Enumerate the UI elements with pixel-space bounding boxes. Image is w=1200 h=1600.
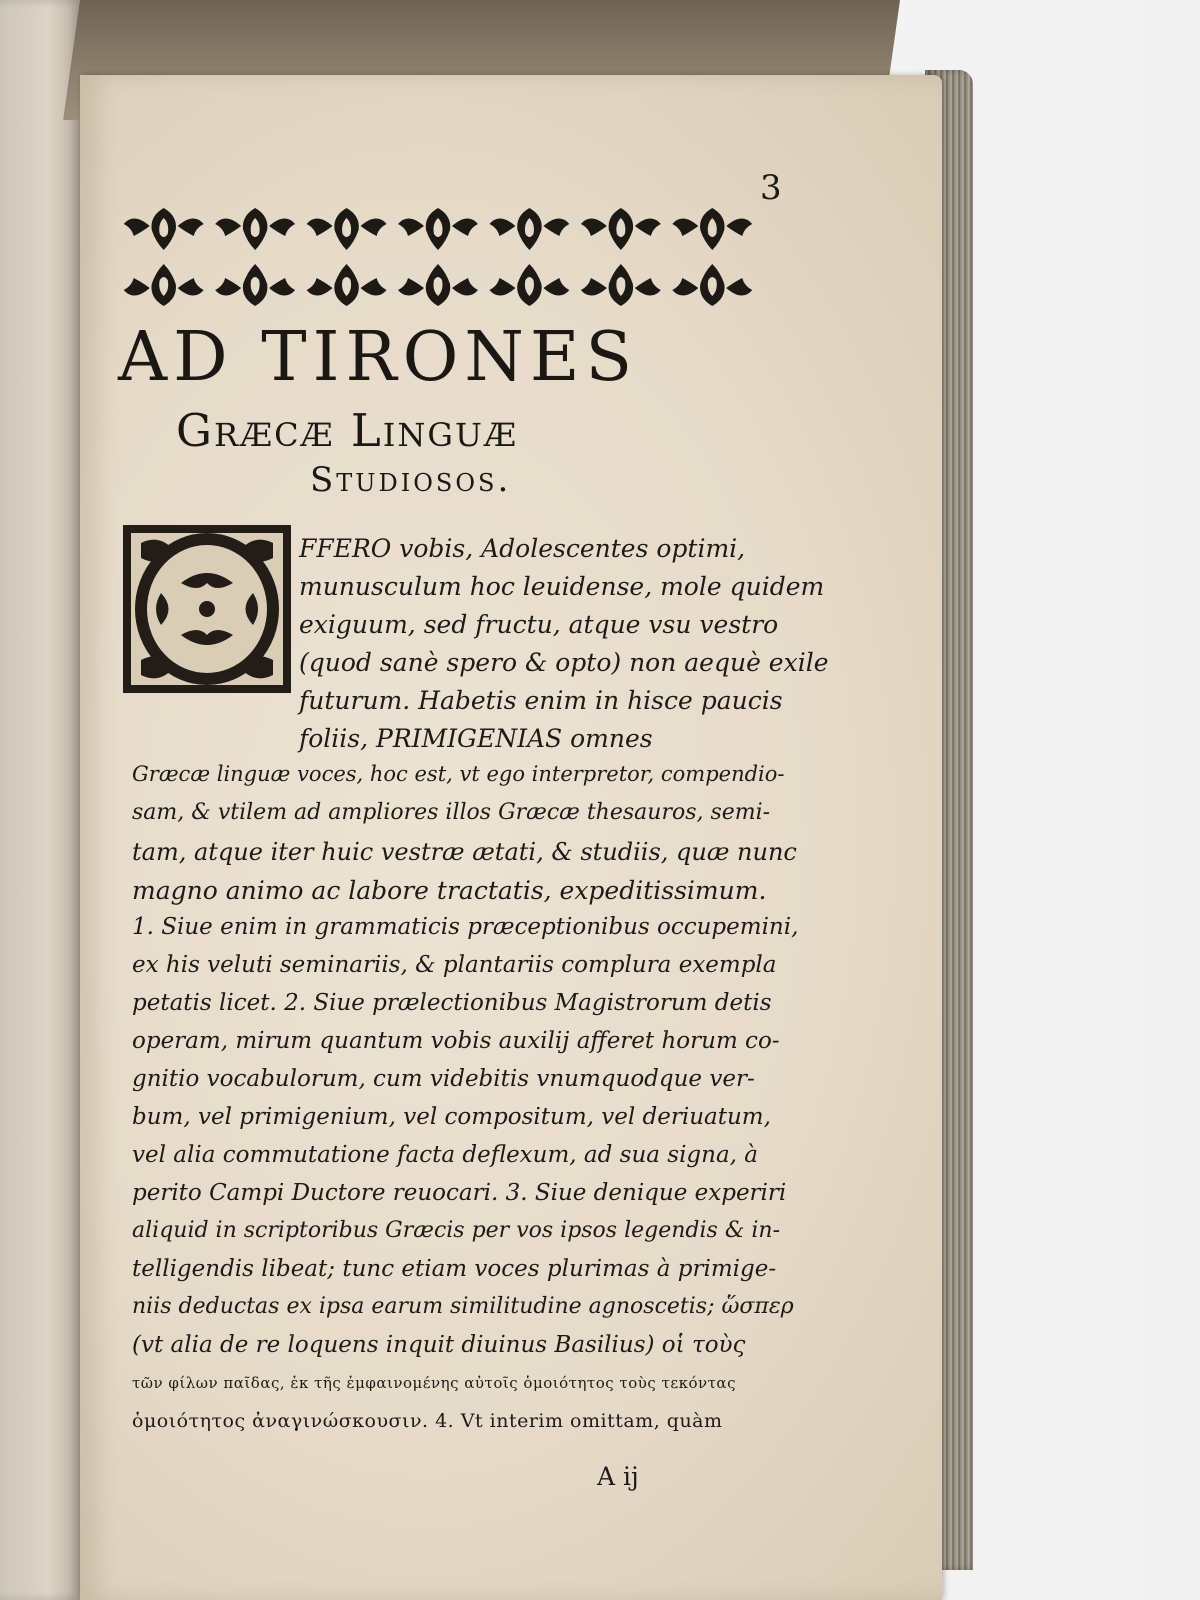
fleuron-icon xyxy=(307,208,387,250)
fleuron-icon xyxy=(307,264,387,306)
fleuron-icon xyxy=(124,208,204,250)
fleuron-icon xyxy=(581,208,661,250)
body-line: telligendis libeat; tunc etiam voces plurimas à primige- xyxy=(132,1256,777,1282)
body-line: operam, mirum quantum vobis auxilij afferet horum co- xyxy=(132,1028,780,1054)
fleuron-icon xyxy=(215,264,295,306)
body-line: 1. Siue enim in grammaticis præceptionibus occupemini, xyxy=(132,914,799,940)
body-line: (quod sanè spero & opto) non aequè exile xyxy=(299,648,829,677)
body-line: munusculum hoc leuidense, mole quidem xyxy=(299,572,825,601)
fleuron-icon xyxy=(124,264,204,306)
greek-line: ὁμοιότητος ἀναγινώσκουσιν. 4. Vt interim omittam, quàm xyxy=(132,1410,723,1432)
fleuron-icon xyxy=(672,208,752,250)
initial-letter-text: O xyxy=(206,623,208,624)
decorated-initial-o xyxy=(121,523,293,695)
body-line: tam, atque iter huic vestræ ætati, & studiis, quæ nunc xyxy=(132,838,797,866)
fleuron-icon xyxy=(489,208,569,250)
greek-line: τῶν φίλων παῖδας, ἐκ τῆς ἐμφαινομένης αὐτοῖς ὁμοιότητος τοὺς τεκόντας xyxy=(132,1374,736,1392)
ornamental-headpiece xyxy=(118,203,758,311)
body-line: perito Campi Ductore reuocari. 3. Siue denique experiri xyxy=(132,1180,787,1206)
body-line: niis deductas ex ipsa earum similitudine agnoscetis; ὥσπερ xyxy=(132,1294,794,1319)
signature-mark: A ij xyxy=(597,1462,639,1491)
body-line: gnitio vocabulorum, cum videbitis vnumquodque ver- xyxy=(132,1066,755,1092)
body-line: foliis, PRIMIGENIAS omnes xyxy=(299,724,653,753)
body-line: futurum. Habetis enim in hisce paucis xyxy=(299,686,783,715)
body-line: (vt alia de re loquens inquit diuinus Basilius) οἱ τοὺς xyxy=(132,1332,746,1358)
page-number: 3 xyxy=(760,168,782,208)
fleuron-icon xyxy=(398,208,478,250)
body-line: vel alia commutatione facta deflexum, ad sua signa, à xyxy=(132,1142,759,1168)
fleuron-icon xyxy=(672,264,752,306)
body-line: petatis licet. 2. Siue prælectionibus Magistrorum detis xyxy=(132,990,772,1016)
fleuron-icon xyxy=(489,264,569,306)
body-line: sam, & vtilem ad ampliores illos Græcæ thesauros, semi- xyxy=(132,800,771,825)
title-line-3: Studiosos. xyxy=(310,460,512,500)
left-facing-page-edge xyxy=(0,0,80,1600)
fleuron-icon xyxy=(215,208,295,250)
body-line: aliquid in scriptoribus Græcis per vos ipsos legendis & in- xyxy=(132,1218,781,1243)
title-line-2: Græcæ Linguæ xyxy=(176,404,518,457)
body-line: Græcæ linguæ voces, hoc est, vt ego interpretor, compendio- xyxy=(132,762,785,786)
body-line: exiguum, sed fructu, atque vsu vestro xyxy=(299,610,779,639)
fleuron-icon xyxy=(581,264,661,306)
body-line: bum, vel primigenium, vel compositum, vel deriuatum, xyxy=(132,1104,771,1130)
body-line: FFERO vobis, Adolescentes optimi, xyxy=(299,534,746,563)
body-line: magno animo ac labore tractatis, expeditissimum. xyxy=(132,876,767,905)
body-line: ex his veluti seminariis, & plantariis complura exempla xyxy=(132,952,777,978)
fleuron-icon xyxy=(398,264,478,306)
title-line-1: AD TIRONES xyxy=(118,318,639,397)
